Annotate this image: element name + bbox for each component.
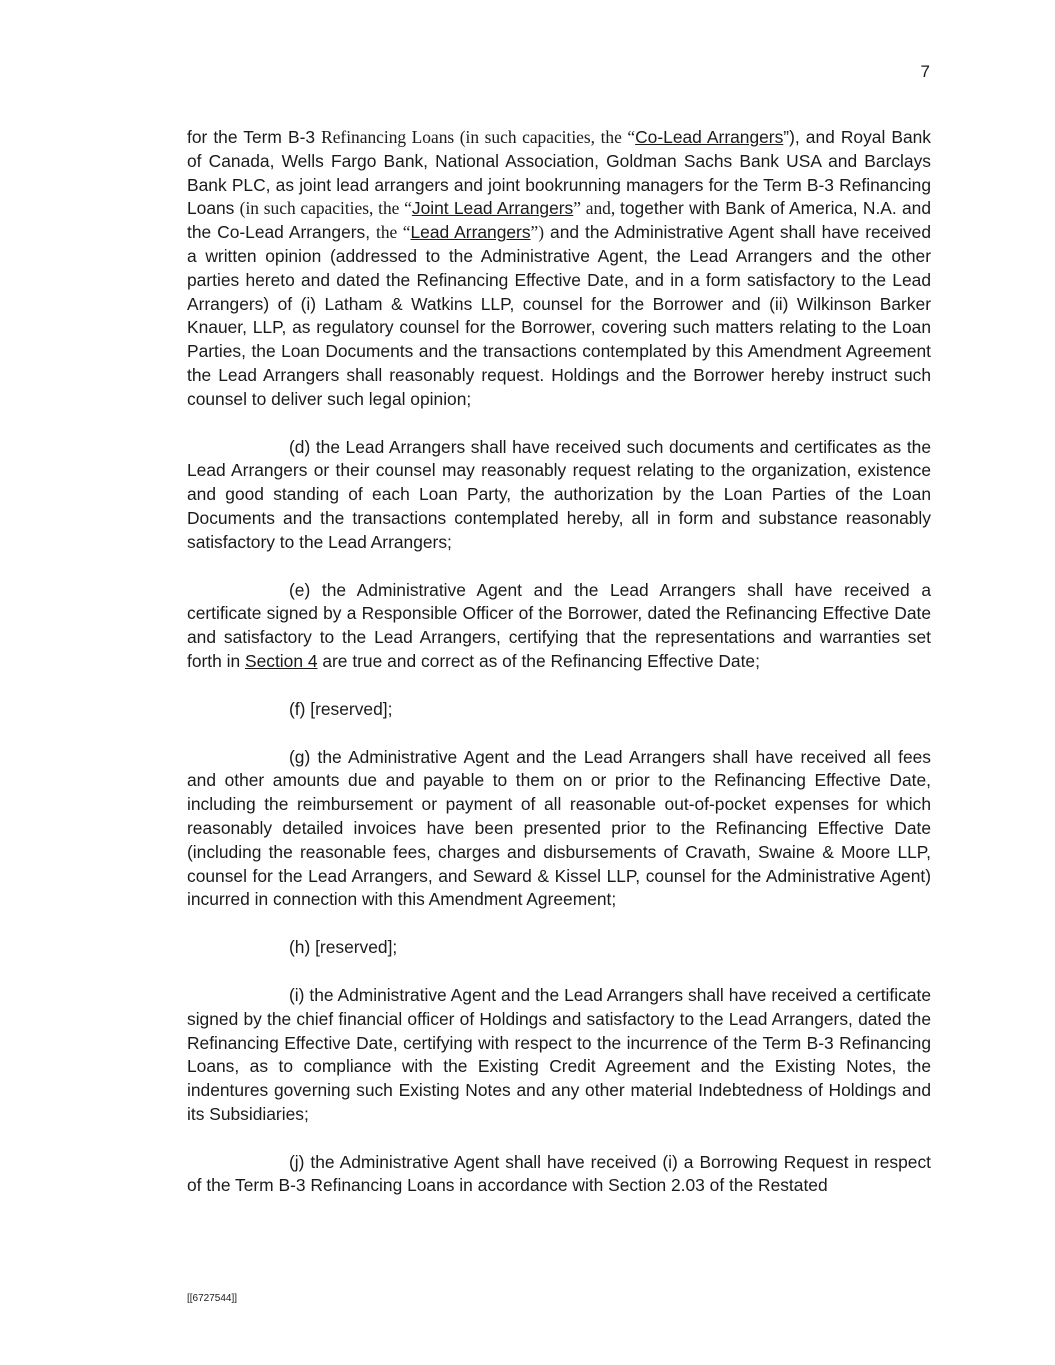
page-number: 7 — [920, 62, 930, 81]
text-run: ” and, — [573, 198, 621, 219]
text-run: Refinancing Loans (in such capacities, the “ — [321, 127, 636, 147]
paragraph-c-continuation — [187, 126, 931, 412]
section-4-reference: Section 4 — [245, 650, 318, 671]
text-run: (e) the Administrative Agent and the Lead Arrangers shall have received a certificate signed by a Responsible Officer of the Borrower, dated the Refinancing Effective Date and satisfactory to the Lead Arrangers, certifying that the representations and warranties set forth in — [187, 579, 931, 671]
document-id-footer: [[6727544]] — [187, 1293, 238, 1304]
text-run: for the Term B-3 — [187, 127, 322, 147]
defined-term-joint-lead-arrangers: Joint Lead Arrangers — [411, 198, 574, 219]
text-run: (in such capacities, the “ — [239, 198, 412, 219]
paragraph-f: (f) [reserved]; — [289, 698, 393, 719]
defined-term-lead-arrangers: Lead Arrangers — [410, 222, 531, 243]
text-run: and the Administrative Agent shall have received a written opinion (addressed to the Administrative Agent, the Lead Arrangers and the other parties hereto and dated the Refinancing Effective Date, and in a form satisfactory to the Lead Arrangers) of (i) Latham & Watkins LLP, counsel for the Borrower and (ii) Wilkinson Barker Knauer, LLP, as regulatory counsel for the Borrower, covering such matters relating to the Loan Parties, the Loan Documents and the transactions contemplated by this Amendment Agreement the Lead Arrangers shall reasonably request. Holdings and the Borrower hereby instruct such counsel to deliver such legal opinion; — [187, 222, 931, 409]
document-body — [187, 126, 931, 1222]
paragraph-j: (j) the Administrative Agent shall have received (i) a Borrowing Request in respect of the Term B-3 Refinancing Loans in accordance with Section 2.03 of the Restated — [187, 1151, 931, 1196]
paragraph-g: (g) the Administrative Agent and the Lead Arrangers shall have received all fees and other amounts due and payable to them on or prior to the Refinancing Effective Date, including the reimbursement or payment of all reasonable out-of-pocket expenses for which reasonably detailed invoices have been presented prior to the Refinancing Effective Date (including the reasonable fees, charges and disbursements of Cravath, Swaine & Moore LLP, counsel for the Lead Arrangers, and Seward & Kissel LLP, counsel for the Administrative Agent) incurred in connection with this Amendment Agreement; — [187, 746, 931, 910]
text-run: ”) — [530, 222, 545, 243]
paragraph-e — [187, 579, 931, 674]
text-run: are true and correct as of the Refinancing Effective Date; — [317, 650, 760, 671]
paragraph-i: (i) the Administrative Agent and the Lead Arrangers shall have received a certificate signed by the chief financial officer of Holdings and satisfactory to the Lead Arrangers, dated the Refinancing Effective Date, certifying with respect to the incurrence of the Term B-3 Refinancing Loans, as to compliance with the Existing Credit Agreement and the Existing Notes, the indentures governing such Existing Notes and any other material Indebtedness of Holdings and its Subsidiaries; — [187, 984, 931, 1124]
text-run: together with Bank of America, N.A. and the Co-Lead Arrangers, — [187, 198, 932, 243]
text-run: ”), and Royal Bank of Canada, Wells Fargo Bank, National Association, Goldman Sachs Bank USA and Barclays Bank PLC, as joint lead arrangers and joint bookrunning managers for the Term B-3 Refinancing Loans — [187, 127, 932, 219]
paragraph-d: (d) the Lead Arrangers shall have received such documents and certificates as the Lead Arrangers or their counsel may reasonably request relating to the organization, existence and good standing of each Loan Party, the authorization by the Loan Parties of the Loan Documents and the transactions contemplated hereby, all in form and substance reasonably satisfactory to the Lead Arrangers; — [187, 436, 931, 552]
text-run: the “ — [376, 222, 411, 243]
defined-term-co-lead-arrangers: Co-Lead Arrangers — [635, 127, 784, 147]
paragraph-h: (h) [reserved]; — [289, 937, 398, 958]
